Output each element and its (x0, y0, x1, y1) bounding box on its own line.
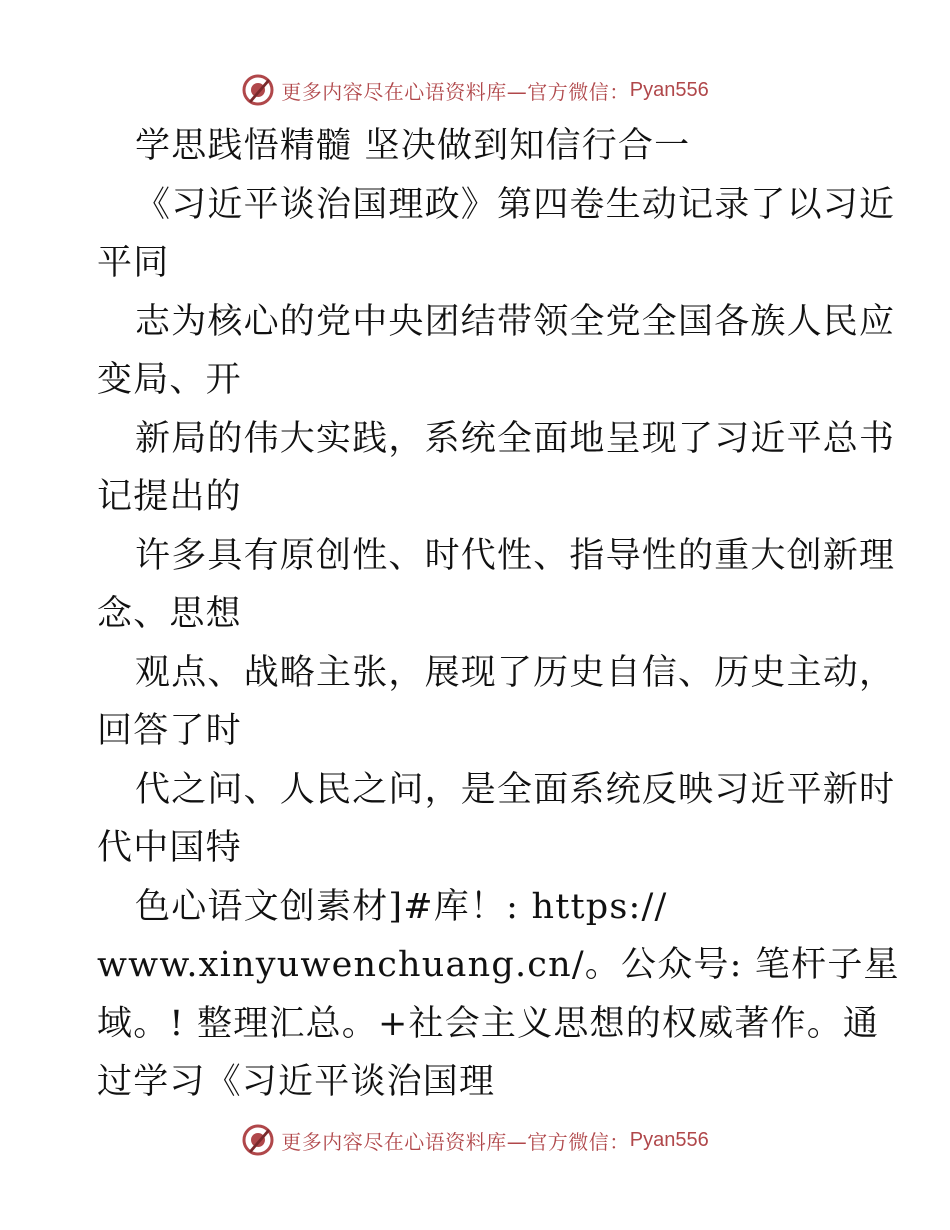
text-line: 念、思想 (97, 594, 242, 634)
text-line: 色心语文创素材]#库！: https:// (135, 886, 668, 927)
text-line: www.xinyuwenchuang.cn/。公众号: 笔杆子星 (97, 945, 900, 985)
text-line: 代中国特 (97, 828, 242, 868)
text-line: 域。! 整理汇总。+社会主义思想的权威著作。通 (97, 1003, 880, 1044)
banner-wechat-id: Pyan556 (629, 1128, 709, 1151)
header-banner (0, 70, 950, 110)
text-line: 新局的伟大实践，系统全面地呈现了习近平总书 (135, 418, 896, 459)
text-line: 许多具有原创性、时代性、指导性的重大创新理 (135, 535, 896, 576)
text-line: 平同 (97, 243, 170, 283)
banner-wechat-id: Pyan556 (629, 78, 709, 101)
pen-logo-icon (241, 73, 275, 107)
text-line: 《习近平谈治国理政》第四卷生动记录了以习近 (135, 184, 896, 225)
text-line: 过学习《习近平谈治国理 (97, 1062, 496, 1102)
text-line: 回答了时 (97, 711, 242, 751)
banner-text: 更多内容尽在心语资料库—官方微信： (281, 1129, 630, 1154)
footer-banner (0, 1120, 950, 1160)
text-line: 记提出的 (97, 477, 242, 517)
document-body (97, 117, 900, 1112)
text-line: 学思践悟精髓 坚决做到知信行合一 (135, 126, 691, 166)
text-line: 代之问、人民之问，是全面系统反映习近平新时 (135, 769, 896, 810)
pen-logo-icon (241, 1123, 275, 1157)
banner-text: 更多内容尽在心语资料库—官方微信： (281, 79, 630, 104)
text-line: 志为核心的党中央团结带领全党全国各族人民应 (135, 301, 896, 342)
text-line: 变局、开 (97, 360, 242, 400)
text-line: 观点、战略主张，展现了历史自信、历史主动， (135, 652, 896, 693)
